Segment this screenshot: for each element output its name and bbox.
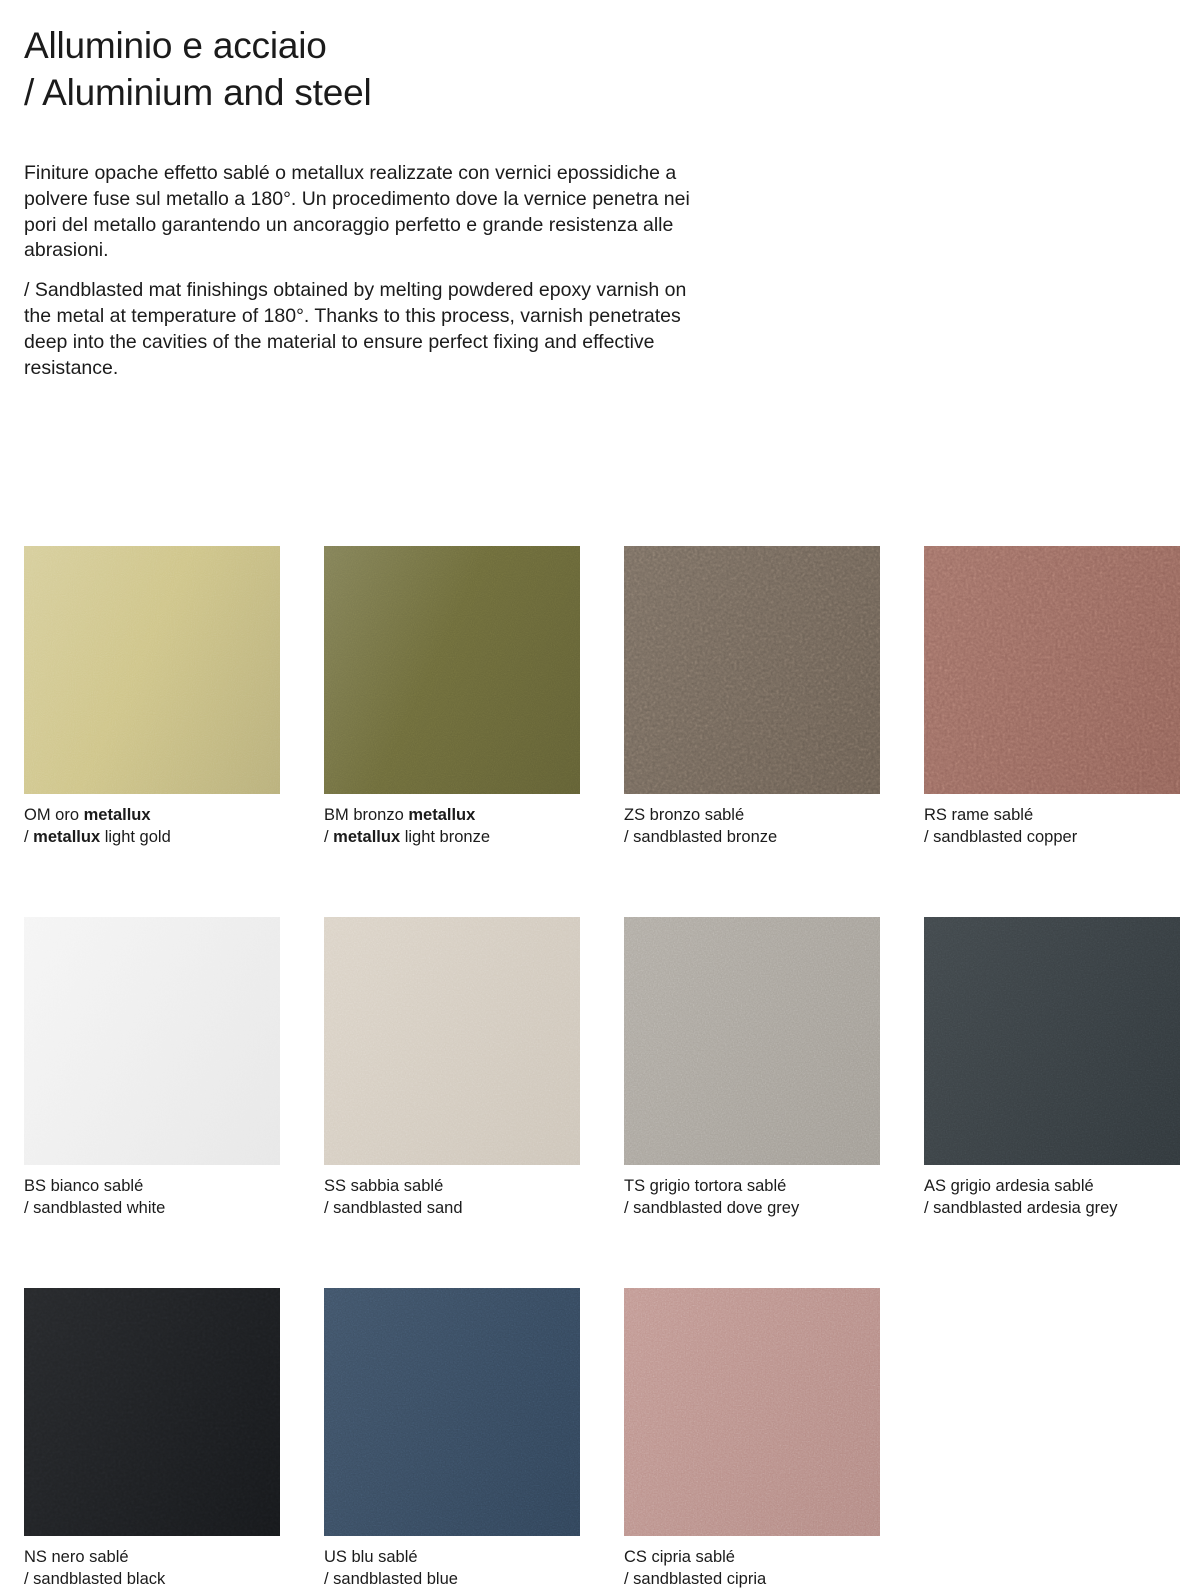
swatch-sheen xyxy=(324,917,580,1165)
swatch-caption xyxy=(24,805,280,849)
page-title xyxy=(24,22,1176,117)
swatch-name-english-emphasis: metallux xyxy=(333,827,401,846)
swatch-sheen xyxy=(624,1288,880,1536)
swatch-caption xyxy=(624,805,880,849)
swatch-caption xyxy=(24,1547,280,1591)
swatch-name-italian: BS bianco sablé xyxy=(24,1176,144,1195)
swatch-sheen xyxy=(24,1288,280,1536)
color-swatch-ts[interactable] xyxy=(624,917,880,1165)
swatch-sheen xyxy=(24,546,280,794)
swatch-cell xyxy=(924,917,1180,1220)
color-swatch-om[interactable] xyxy=(24,546,280,794)
swatch-name-italian: BM bronzo metallux xyxy=(324,806,476,824)
color-swatch-cs[interactable] xyxy=(624,1288,880,1536)
color-swatch-zs[interactable] xyxy=(624,546,880,794)
page-title-line-italian: Alluminio e acciaio xyxy=(24,25,327,66)
swatch-name-english: / sandblasted bronze xyxy=(624,827,778,846)
swatch-cell xyxy=(324,917,580,1220)
swatch-caption xyxy=(324,1547,580,1591)
swatch-name-italian: SS sabbia sablé xyxy=(324,1176,444,1195)
swatch-cell xyxy=(24,1288,280,1591)
swatch-name-english-emphasis: metallux xyxy=(33,827,101,846)
swatch-caption xyxy=(324,1176,580,1220)
swatch-caption xyxy=(924,1176,1180,1220)
swatch-name-italian: OM oro metallux xyxy=(24,806,151,824)
intro-text-block xyxy=(24,161,704,382)
swatch-name-italian-emphasis: metallux xyxy=(408,806,476,824)
swatch-name-english: / sandblasted white xyxy=(24,1198,166,1217)
swatch-name-english: / sandblasted sand xyxy=(324,1198,463,1217)
swatch-name-english: / metallux light gold xyxy=(24,827,171,846)
swatch-cell xyxy=(624,546,880,849)
swatch-name-italian: CS cipria sablé xyxy=(624,1547,735,1566)
swatch-caption xyxy=(624,1176,880,1220)
swatch-name-italian: TS grigio tortora sablé xyxy=(624,1176,787,1195)
page-title-line-english: / Aluminium and steel xyxy=(24,72,372,114)
swatch-caption xyxy=(924,805,1180,849)
swatch-caption xyxy=(24,1176,280,1220)
swatch-sheen xyxy=(324,546,580,794)
swatch-name-english: / sandblasted copper xyxy=(924,827,1078,846)
swatch-cell xyxy=(24,917,280,1220)
swatch-name-italian: NS nero sablé xyxy=(24,1547,129,1566)
swatch-cell xyxy=(624,917,880,1220)
swatch-name-english: / sandblasted blue xyxy=(324,1569,458,1588)
color-swatch-rs[interactable] xyxy=(924,546,1180,794)
swatch-grid xyxy=(24,546,1176,1591)
color-swatch-ns[interactable] xyxy=(24,1288,280,1536)
color-swatch-bm[interactable] xyxy=(324,546,580,794)
swatch-name-english: / sandblasted ardesia grey xyxy=(924,1198,1118,1217)
swatch-name-english: / sandblasted dove grey xyxy=(624,1198,800,1217)
color-swatch-bs[interactable] xyxy=(24,917,280,1165)
swatch-sheen xyxy=(324,1288,580,1536)
intro-paragraph-italian: Finiture opache effetto sablé o metallux realizzate con vernici epossidiche a polvere fuse sul metallo a 180°. Un procedimento dove la vernice penetra nei pori del metallo garantendo un ancoraggio perfetto e grande resistenza alle abrasioni. xyxy=(24,161,690,262)
swatch-cell xyxy=(624,1288,880,1591)
swatch-name-italian-emphasis: metallux xyxy=(83,806,151,824)
swatch-name-english: / metallux light bronze xyxy=(324,827,491,846)
swatch-name-italian: ZS bronzo sablé xyxy=(624,806,745,824)
swatch-caption xyxy=(624,1547,880,1591)
swatch-name-italian: AS grigio ardesia sablé xyxy=(924,1176,1094,1195)
swatch-caption xyxy=(324,805,580,849)
swatch-cell xyxy=(324,1288,580,1591)
swatch-name-italian: US blu sablé xyxy=(324,1547,418,1566)
swatch-cell xyxy=(324,546,580,849)
swatch-sheen xyxy=(924,917,1180,1165)
swatch-name-english: / sandblasted cipria xyxy=(624,1569,767,1588)
color-swatch-us[interactable] xyxy=(324,1288,580,1536)
swatch-sheen xyxy=(624,546,880,794)
color-swatch-as[interactable] xyxy=(924,917,1180,1165)
swatch-name-english: / sandblasted black xyxy=(24,1569,166,1588)
color-swatch-ss[interactable] xyxy=(324,917,580,1165)
swatch-cell xyxy=(24,546,280,849)
swatch-name-italian: RS rame sablé xyxy=(924,806,1034,824)
swatch-sheen xyxy=(924,546,1180,794)
intro-paragraph-english: / Sandblasted mat finishings obtained by melting powdered epoxy varnish on the metal at temperature of 180°. Thanks to this process, varnish penetrates deep into the cavities of the material to ensure perfect fixing and effective resistance. xyxy=(24,279,687,380)
swatch-sheen xyxy=(624,917,880,1165)
swatch-cell xyxy=(924,546,1180,849)
swatch-sheen xyxy=(24,917,280,1165)
